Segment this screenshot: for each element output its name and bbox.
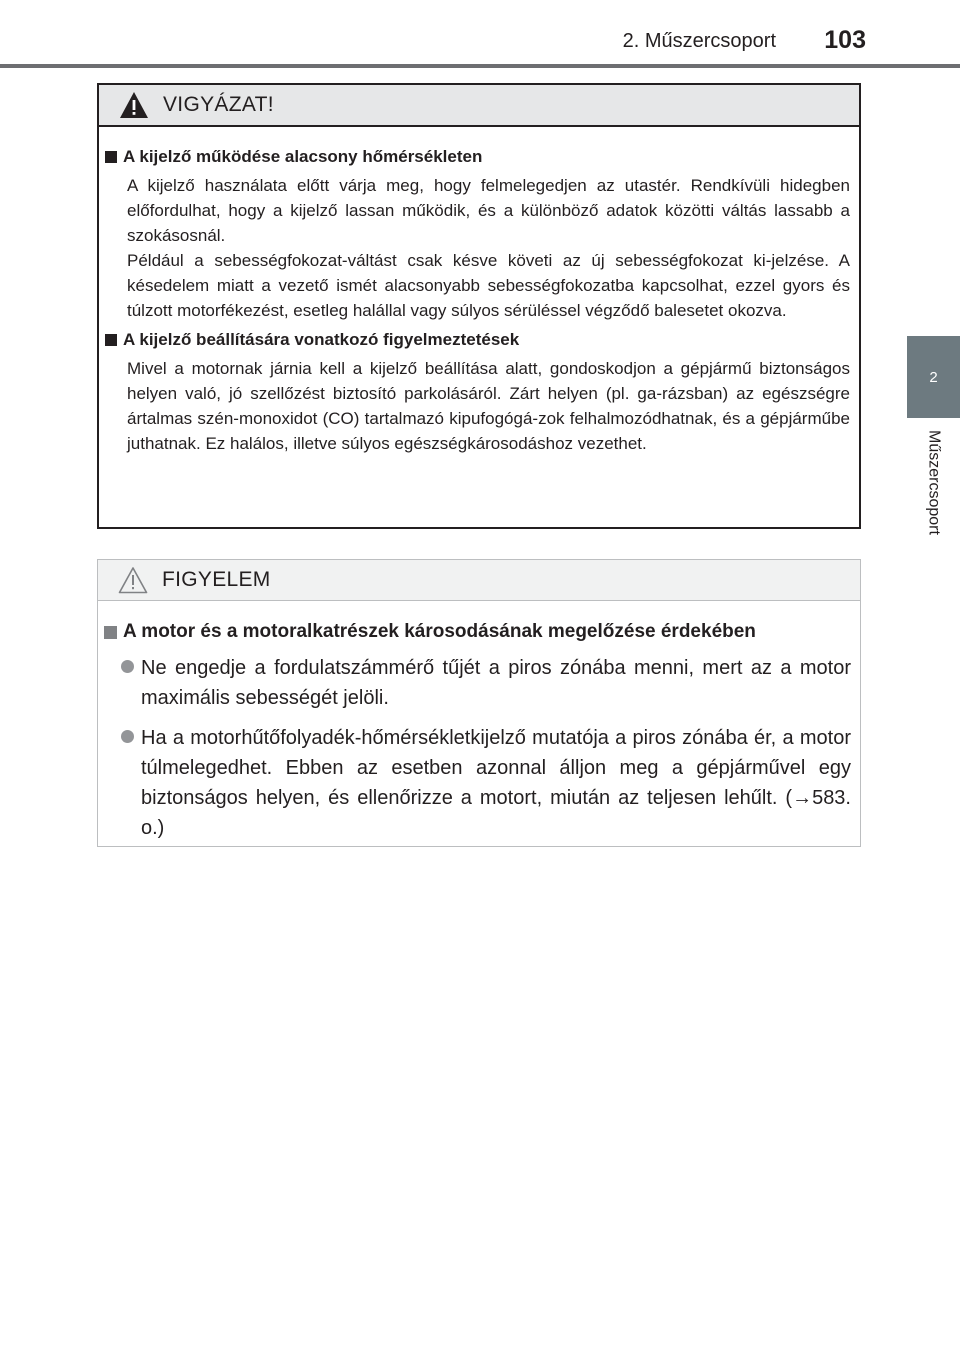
section-paragraph: A kijelző használata előtt várja meg, hogy felmelegedjen az utastér. Rendkívüli hidegben előfordulhat, hogy a kijelző lassan működik, és a különböző adatok közötti váltás lassabb a szokásosnál. — [127, 176, 850, 245]
notice-box-title: FIGYELEM — [162, 568, 271, 591]
chapter-tab — [907, 336, 960, 418]
header-rule — [0, 64, 960, 68]
round-bullet-icon — [121, 660, 134, 673]
notice-bullet-item — [121, 723, 851, 843]
square-bullet-icon — [105, 334, 117, 346]
notice-heading-text: A motor és a motoralkatrészek károsodásának megelőzése érdekében — [123, 621, 756, 642]
bullet-text: Ne engedje a fordulatszámmérő tűjét a piros zónába menni, mert az a motor maximális sebességét jelöli. — [141, 657, 851, 709]
notice-heading — [104, 621, 851, 643]
chapter-label: Műszercsoport — [925, 430, 943, 535]
square-bullet-icon — [104, 626, 117, 639]
warning-box-title: VIGYÁZAT! — [163, 93, 274, 116]
warning-box-body — [99, 127, 859, 456]
round-bullet-icon — [121, 730, 134, 743]
notice-box-header — [98, 560, 860, 601]
caution-triangle-icon — [118, 566, 148, 594]
page-number: 103 — [824, 26, 866, 54]
section-paragraph: Mivel a motornak járnia kell a kijelző beállítása alatt, gondoskodjon a gépjármű biztonságos helyen való, jó szellőzést biztosító parkolásáról. Zárt helyen (pl. ga-rázsban) az egészségre ártalmas szén-monoxidot (CO) tartalmazó kipufogógá-zok felhalmozódhatnak, és a gépjárműbe juthatnak. Ez halálos, illetve súlyos egészségkárosodáshoz vezethet. — [127, 359, 850, 453]
section-heading-text: A kijelző beállítására vonatkozó figyelmeztetések — [123, 330, 520, 349]
warning-section-adjustment — [105, 330, 850, 456]
bullet-text: Ha a motorhűtőfolyadék-hőmérsékletkijelző mutatója a piros zónába ér, a motor túlmelegedhet. Ebben az esetben azonnal álljon meg a gépjárművel egy biztonságos helyen, és ellenőrizze a motort, miután az teljesen lehűlt. (→583. o.) — [141, 727, 851, 839]
warning-triangle-icon — [119, 91, 149, 119]
chapter-label-container — [907, 420, 960, 580]
notice-box-body — [98, 601, 860, 843]
warning-box — [97, 83, 861, 529]
section-heading — [105, 147, 850, 167]
section-heading-text: A kijelző működése alacsony hőmérsékleten — [123, 147, 483, 166]
section-paragraph: Például a sebességfokozat-váltást csak késve követi az új sebességfokozat ki-jelzése. A késedelem miatt a vezető ismét alacsonyabb sebességfokozatba kapcsolhat, ezzel gyors és túlzott motorfékezést, esetleg halállal vagy súlyos sérüléssel végződő balesetet okozva. — [127, 251, 850, 320]
warning-section-low-temp — [105, 147, 850, 323]
square-bullet-icon — [105, 151, 117, 163]
warning-box-header — [99, 85, 859, 127]
header-section-title: 2. Műszercsoport — [622, 30, 776, 52]
notice-bullet-item — [121, 653, 851, 713]
section-heading — [105, 330, 850, 350]
chapter-number: 2 — [929, 368, 938, 386]
notice-box — [97, 559, 861, 847]
